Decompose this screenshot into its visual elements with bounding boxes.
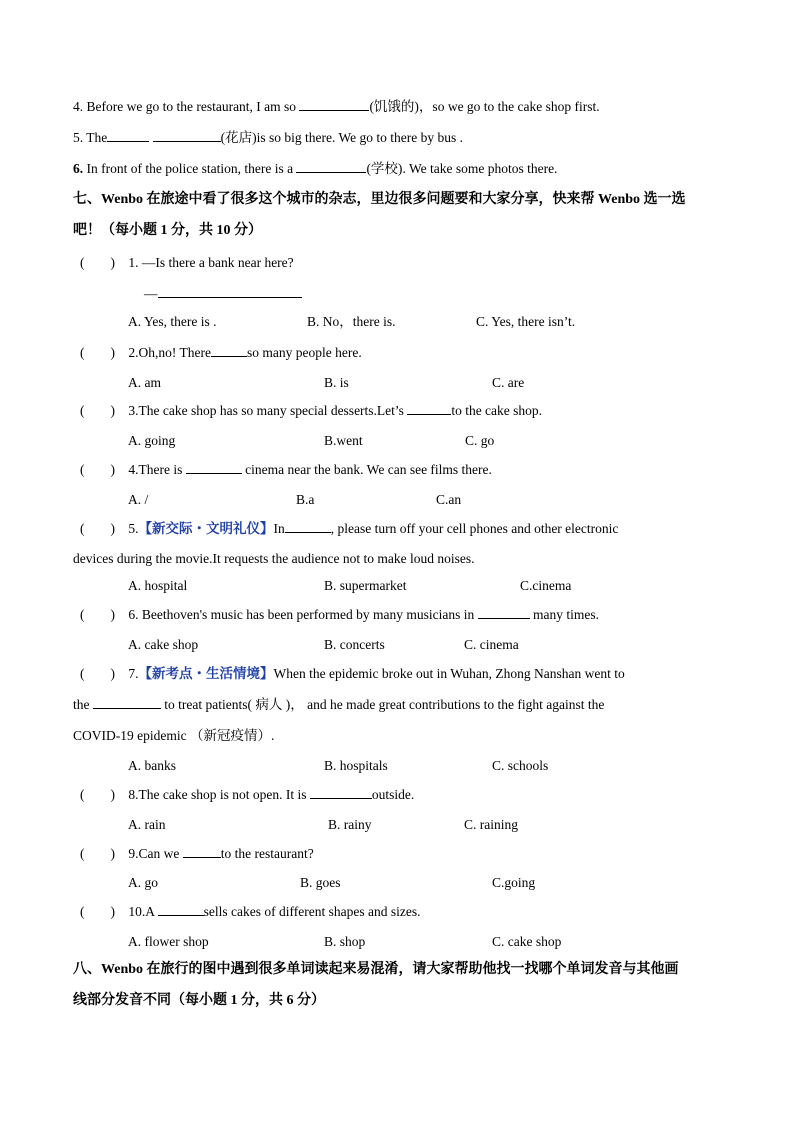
item-text: . We take some photos there. (402, 161, 558, 176)
paren-left: ( (80, 607, 85, 622)
question-8 (80, 786, 414, 804)
chinese-hint: (学校) (366, 161, 403, 176)
option-a[interactable]: A. go (128, 875, 158, 890)
option-a[interactable]: A. cake shop (128, 637, 199, 652)
item-text: Before we go to the restaurant, I am so (86, 99, 297, 114)
option-a[interactable]: A. banks (128, 758, 176, 773)
item-number: 5. (73, 130, 84, 145)
paren-right: ) (110, 345, 115, 360)
paren-right: ) (110, 787, 115, 802)
option-b[interactable]: B. shop (324, 934, 366, 949)
paren-right: ) (110, 607, 115, 622)
option-b[interactable]: B.went (324, 433, 363, 448)
option-c[interactable]: C. schools (492, 758, 549, 773)
item-text: The (86, 130, 108, 145)
answer-blank[interactable] (285, 520, 331, 533)
question-text: cinema near the bank. We can see films there. (245, 462, 492, 477)
paren-left: ( (80, 787, 85, 802)
question-4 (80, 461, 492, 479)
item-text: ，so we go to the cake shop first. (418, 99, 600, 114)
answer-blank[interactable] (310, 786, 372, 799)
question-5 (80, 520, 618, 538)
item-number: 6. (73, 161, 84, 176)
option-b[interactable]: B. is (324, 375, 349, 390)
answer-blank[interactable] (478, 606, 530, 619)
item-text: In front of the police station, there is a (86, 161, 294, 176)
answer-blank[interactable] (93, 696, 161, 709)
paren-right: ) (110, 846, 115, 861)
question-1 (80, 254, 294, 272)
option-a[interactable]: A. hospital (128, 578, 188, 593)
section-8-title-cont: 线部分发音不同（每小题 1 分，共 6 分） (73, 993, 325, 1008)
question-text: 8.The cake shop is not open. It is (128, 787, 307, 802)
question-text: to the restaurant? (220, 846, 314, 861)
option-b[interactable]: B.a (296, 492, 315, 507)
answer-blank[interactable] (153, 129, 221, 142)
paren-left: ( (80, 255, 85, 270)
question-text: outside. (371, 787, 415, 802)
question-7-cont (73, 696, 604, 714)
paren-left: ( (80, 345, 85, 360)
option-c[interactable]: C. go (465, 433, 495, 448)
chinese-hint: (饥饿的) (369, 99, 419, 114)
question-text: , please turn off your cell phones and other electronic (330, 521, 619, 536)
question-6 (80, 606, 599, 624)
option-b[interactable]: B. concerts (324, 637, 385, 652)
question-text: 10.A (128, 904, 155, 919)
option-a[interactable]: A. rain (128, 817, 166, 832)
answer-blank[interactable] (299, 98, 369, 111)
question-text: to treat patients( 病人 )， and he made great contributions to the fight against the (164, 697, 605, 712)
option-b[interactable]: B. rainy (328, 817, 372, 832)
paren-left: ( (80, 666, 85, 681)
paren-right: ) (110, 521, 115, 536)
paren-right: ) (110, 666, 115, 681)
answer-blank[interactable] (186, 461, 242, 474)
section-8-title: 八、Wenbo 在旅行的图中遇到很多单词读起来易混淆，请大家帮助他找一找哪个单词发音与其他画 (73, 962, 679, 977)
paren-left: ( (80, 403, 85, 418)
item-number: 4. (73, 99, 84, 114)
option-a[interactable]: A. / (128, 492, 149, 507)
fill-item-5 (73, 129, 463, 147)
paren-right: ) (110, 255, 115, 270)
answer-blank[interactable] (183, 845, 221, 858)
question-text: When the epidemic broke out in Wuhan, Zhong Nanshan went to (273, 666, 625, 681)
question-text: 3.The cake shop has so many special desserts.Let’s (128, 403, 404, 418)
question-7-cont2: COVID-19 epidemic （新冠疫情）. (73, 728, 275, 743)
question-2 (80, 344, 362, 362)
question-text: so many people here. (246, 345, 362, 360)
answer-blank[interactable] (158, 903, 204, 916)
section-7-title-cont: 吧！（每小题 1 分，共 10 分） (73, 223, 262, 238)
question-3 (80, 402, 542, 420)
paren-right: ) (110, 403, 115, 418)
answer-blank[interactable] (211, 344, 247, 357)
paren-right: ) (110, 462, 115, 477)
section-7-title: 七、Wenbo 在旅途中看了很多这个城市的杂志，里边很多问题要和大家分享，快来帮 Wenbo 选一选 (73, 192, 686, 207)
answer-blank[interactable] (107, 129, 149, 142)
paren-left: ( (80, 846, 85, 861)
fill-item-4 (73, 98, 600, 116)
question-text: sells cakes of different shapes and sizes. (203, 904, 421, 919)
option-a[interactable]: A. flower shop (128, 934, 209, 949)
question-number: 7. (128, 666, 139, 681)
option-a[interactable]: A. am (128, 375, 161, 390)
option-c[interactable]: C.an (436, 492, 462, 507)
question-5-cont: devices during the movie.It requests the audience not to make loud noises. (73, 551, 475, 566)
paren-left: ( (80, 462, 85, 477)
question-text: 2.Oh,no! There (128, 345, 211, 360)
option-c[interactable]: C. cinema (464, 637, 519, 652)
question-10 (80, 903, 420, 921)
paren-left: ( (80, 521, 85, 536)
option-c[interactable]: C. Yes, there isn’t. (476, 314, 576, 329)
question-number: 5. (128, 521, 139, 536)
question-text: many times. (532, 607, 599, 622)
chinese-hint: (花店) (220, 130, 257, 145)
question-7 (80, 665, 625, 683)
item-text: is so big there. We go to there by bus . (256, 130, 464, 145)
question-text: to the cake shop. (451, 403, 543, 418)
question-text: 1. —Is there a bank near here? (128, 255, 294, 270)
paren-left: ( (80, 904, 85, 919)
option-a[interactable]: A. Yes, there is . (128, 314, 217, 329)
question-text: the (73, 697, 90, 712)
option-b[interactable]: B. supermarket (324, 578, 407, 593)
option-b[interactable]: B. hospitals (324, 758, 388, 773)
question-text: In (273, 521, 285, 536)
fill-item-6 (73, 160, 557, 178)
question-text: 9.Can we (128, 846, 180, 861)
question-tag: 【新交际・文明礼仪】 (138, 521, 274, 536)
answer-blank[interactable] (407, 402, 451, 415)
option-c[interactable]: C. cake shop (492, 934, 562, 949)
paren-right: ) (110, 904, 115, 919)
answer-blank[interactable] (296, 160, 366, 173)
question-text: 4.There is (128, 462, 183, 477)
option-b[interactable]: B. No，there is. (307, 314, 396, 329)
answer-blank[interactable] (158, 285, 302, 298)
option-b[interactable]: B. goes (300, 875, 341, 890)
option-c[interactable]: C. are (492, 375, 525, 390)
answer-line (144, 285, 302, 303)
option-c[interactable]: C. raining (464, 817, 518, 832)
question-tag: 【新考点・生活情境】 (138, 666, 274, 681)
option-a[interactable]: A. going (128, 433, 176, 448)
option-c[interactable]: C.going (492, 875, 536, 890)
option-c[interactable]: C.cinema (520, 578, 572, 593)
question-9 (80, 845, 314, 863)
dash: — (144, 286, 158, 301)
question-text: 6. Beethoven's music has been performed by many musicians in (128, 607, 475, 622)
